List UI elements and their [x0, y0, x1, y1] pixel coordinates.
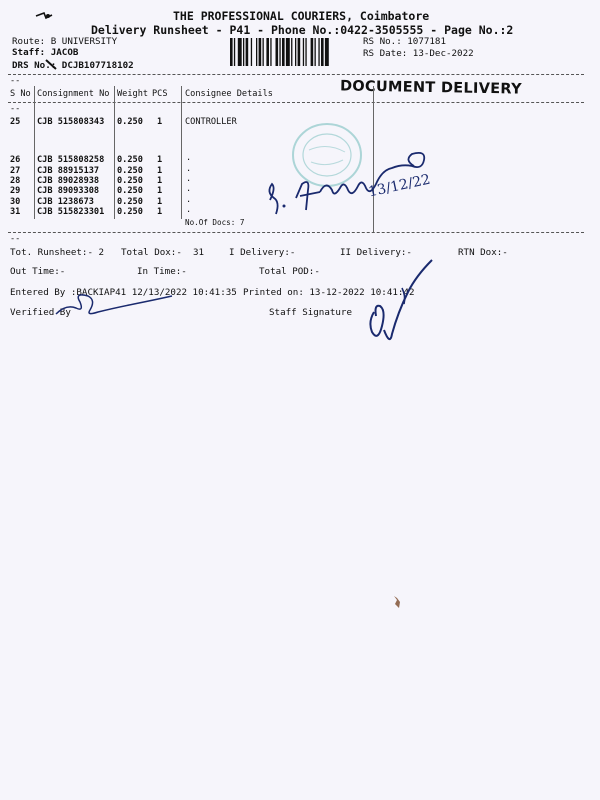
column-header-consignment: Consignment No	[37, 89, 110, 99]
total-dox-value: 31	[193, 247, 205, 258]
column-line	[34, 86, 35, 219]
staff-signature-scrawl	[362, 252, 442, 352]
row-sno: 30	[10, 197, 21, 207]
row-pcs: 1	[157, 117, 163, 127]
drs-number: DRS No.: DCJB107718102	[12, 60, 134, 71]
total-dox-label: Total Dox:-	[121, 247, 182, 258]
handwritten-date: 13/12/22	[367, 171, 432, 201]
printed-on: Printed on: 13-12-2022 10:41:42	[243, 287, 415, 298]
row-pcs: 1	[157, 155, 163, 165]
entered-by: Entered By :BACKIAP41 12/13/2022 10:41:35	[10, 287, 237, 298]
row-consignment: CJB 515808258	[37, 155, 105, 165]
verified-by: Verified By	[10, 307, 71, 318]
pen-mark-icon	[34, 10, 74, 26]
document-delivery-stamp: DOCUMENT DELIVERY	[339, 78, 523, 98]
row-pcs: 1	[157, 197, 163, 207]
route: Route: B UNIVERSITY	[12, 36, 118, 47]
total-runsheet: Tot. Runsheet:- 2	[10, 247, 105, 258]
staff-signature-label: Staff Signature	[269, 307, 352, 318]
row-consignment: CJB 515808343	[37, 117, 105, 127]
row-consignment: CJB 515823301	[37, 207, 105, 217]
i-delivery: I Delivery:-	[229, 247, 296, 258]
barcode	[230, 38, 356, 66]
column-header-consignee: Consignee Details	[185, 89, 273, 99]
divider	[8, 74, 584, 75]
marker: --	[10, 76, 21, 86]
row-sno: 25	[10, 117, 21, 127]
row-sno: 29	[10, 186, 21, 196]
column-header-sno: S No	[10, 89, 31, 99]
row-sno: 31	[10, 207, 21, 217]
out-time: Out Time:-	[10, 266, 66, 277]
row-weight: 0.250	[117, 117, 143, 127]
rs-number: RS No.: 1077181	[363, 36, 446, 47]
row-weight: 0.250	[117, 197, 143, 207]
row-consignment: CJB 88915137	[37, 166, 100, 176]
docs-count: No.Of Docs: 7	[185, 218, 245, 227]
row-consignee: .	[186, 195, 192, 205]
row-consignee: .	[186, 184, 192, 194]
column-line	[114, 86, 115, 219]
row-pcs: 1	[157, 207, 163, 217]
row-weight: 0.250	[117, 155, 143, 165]
barcode-bars	[230, 38, 356, 66]
column-header-weight: Weight	[117, 89, 149, 99]
marker: --	[10, 234, 21, 244]
row-weight: 0.250	[117, 186, 143, 196]
row-consignee: .	[186, 153, 192, 163]
pen-mark-icon	[44, 58, 60, 72]
rtn-dox: RTN Dox:-	[458, 247, 508, 258]
column-line	[181, 86, 182, 219]
row-pcs: 1	[157, 166, 163, 176]
row-sno: 28	[10, 176, 21, 186]
row-consignee: CONTROLLER	[185, 117, 237, 127]
row-consignee: .	[186, 205, 192, 215]
verified-signature	[54, 286, 194, 322]
row-sno: 26	[10, 155, 21, 165]
divider	[8, 102, 584, 103]
runsheet-title: Delivery Runsheet - P41 - Phone No.:0422-3505555 - Page No.:2	[91, 23, 514, 37]
staff: Staff: JACOB	[12, 47, 79, 58]
row-weight: 0.250	[117, 176, 143, 186]
marker: --	[10, 104, 21, 114]
ii-delivery: II Delivery:-	[340, 247, 412, 258]
total-pod: Total POD:-	[259, 266, 320, 277]
row-weight: 0.250	[117, 166, 143, 176]
row-consignee: .	[186, 174, 192, 184]
column-header-pcs: PCS	[152, 89, 168, 99]
row-consignment: CJB 1238673	[37, 197, 94, 207]
row-consignment: CJB 89028938	[37, 176, 100, 186]
row-pcs: 1	[157, 186, 163, 196]
row-sno: 27	[10, 166, 21, 176]
rs-date: RS Date: 13-Dec-2022	[363, 48, 474, 59]
row-pcs: 1	[157, 176, 163, 186]
divider	[8, 232, 584, 233]
row-consignee: .	[186, 164, 192, 174]
in-time: In Time:-	[137, 266, 187, 277]
company-name: THE PROFESSIONAL COURIERS, Coimbatore	[173, 9, 430, 23]
row-weight: 0.250	[117, 207, 143, 217]
ink-blot-icon	[390, 594, 404, 610]
row-consignment: CJB 89093308	[37, 186, 100, 196]
